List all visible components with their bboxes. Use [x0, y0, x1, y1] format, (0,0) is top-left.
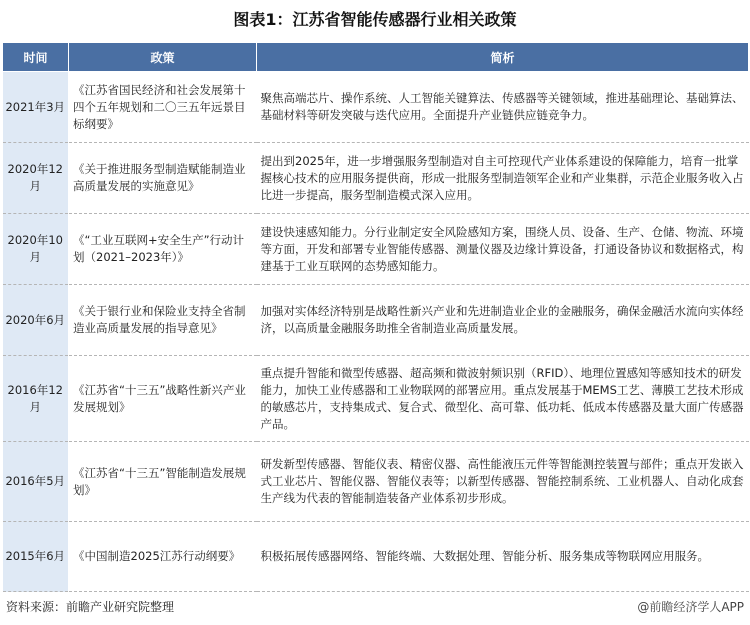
row-analysis: 聚焦高端芯片、操作系统、人工智能关键算法、传感器等关键领域，推进基础理论、基础算法、基础材料等研发突破与迭代应用。全面提升产业链供应链竞争力。: [257, 72, 749, 143]
row-analysis: 加强对实体经济特别是战略性新兴产业和先进制造业企业的金融服务，确保金融活水流向实体经济，以高质量金融服务助推全省制造业高质量发展。: [257, 285, 749, 356]
row-policy: 《中国制造2025江苏行动纲要》: [69, 522, 257, 592]
row-policy: 《江苏省国民经济和社会发展第十四个五年规划和二〇三五年远景目标纲要》: [69, 72, 257, 143]
header-time: 时间: [3, 43, 69, 72]
table-row: [3, 522, 749, 592]
footer: [6, 598, 744, 615]
row-analysis: 重点提升智能和微型传感器、超高频和微波射频识别（RFID）、地理位置感知等感知技术的研发能力，加快工业传感器和工业物联网的部署应用。重点发展基于MEMS工艺、薄膜工艺技术形成的敏感芯片，支持集成式、复合式、微型化、高可靠、低功耗、低成本传感器及量大面广传感器产品。: [257, 356, 749, 442]
row-analysis: 提出到2025年，进一步增强服务型制造对自主可控现代产业体系建设的保障能力，培育一批掌握核心技术的应用服务提供商，形成一批服务型制造领军企业和产业集群，示范企业服务收入占比进一步提高，服务型制造模式深入应用。: [257, 143, 749, 214]
row-policy: 《关于银行业和保险业支持全省制造业高质量发展的指导意见》: [69, 285, 257, 356]
source-note: 资料来源：前瞻产业研究院整理: [6, 600, 175, 614]
row-time: 2020年6月: [3, 285, 69, 356]
row-time: 2020年10月: [3, 214, 69, 285]
table-row: [3, 285, 749, 356]
brand-watermark: @前瞻经济学人APP: [637, 600, 744, 614]
row-policy: 《江苏省“十三五”战略性新兴产业发展规划》: [69, 356, 257, 442]
table-header-row: [3, 43, 749, 72]
table-row: [3, 72, 749, 143]
table-row: [3, 143, 749, 214]
row-time: 2015年6月: [3, 522, 69, 592]
row-analysis: 研发新型传感器、智能仪表、精密仪器、高性能液压元件等智能测控装置与部件；重点开发嵌入式工业芯片、智能仪器、智能仪表等；以新型传感器、智能控制系统、工业机器人、自动化成套生产线为代表的智能制造装备产业体系初步形成。: [257, 442, 749, 522]
row-policy: 《“工业互联网+安全生产”行动计划（2021–2023年）》: [69, 214, 257, 285]
header-policy: 政策: [69, 43, 257, 72]
row-analysis: 积极拓展传感器网络、智能终端、大数据处理、智能分析、服务集成等物联网应用服务。: [257, 522, 749, 592]
policy-table: [2, 42, 749, 592]
table-row: [3, 356, 749, 442]
chart-title: 图表1：江苏省智能传感器行业相关政策: [233, 10, 517, 29]
header-analysis: 简析: [257, 43, 749, 72]
row-policy: 《江苏省“十三五”智能制造发展规划》: [69, 442, 257, 522]
table-row: [3, 214, 749, 285]
row-time: 2021年3月: [3, 72, 69, 143]
row-time: 2020年12月: [3, 143, 69, 214]
row-analysis: 建设快速感知能力。分行业制定安全风险感知方案，围绕人员、设备、生产、仓储、物流、环境等方面，开发和部署专业智能传感器、测量仪器及边缘计算设备，打通设备协议和数据格式，构建基于工业互联网的态势感知能力。: [257, 214, 749, 285]
table-row: [3, 442, 749, 522]
row-policy: 《关于推进服务型制造赋能制造业高质量发展的实施意见》: [69, 143, 257, 214]
row-time: 2016年5月: [3, 442, 69, 522]
row-time: 2016年12月: [3, 356, 69, 442]
